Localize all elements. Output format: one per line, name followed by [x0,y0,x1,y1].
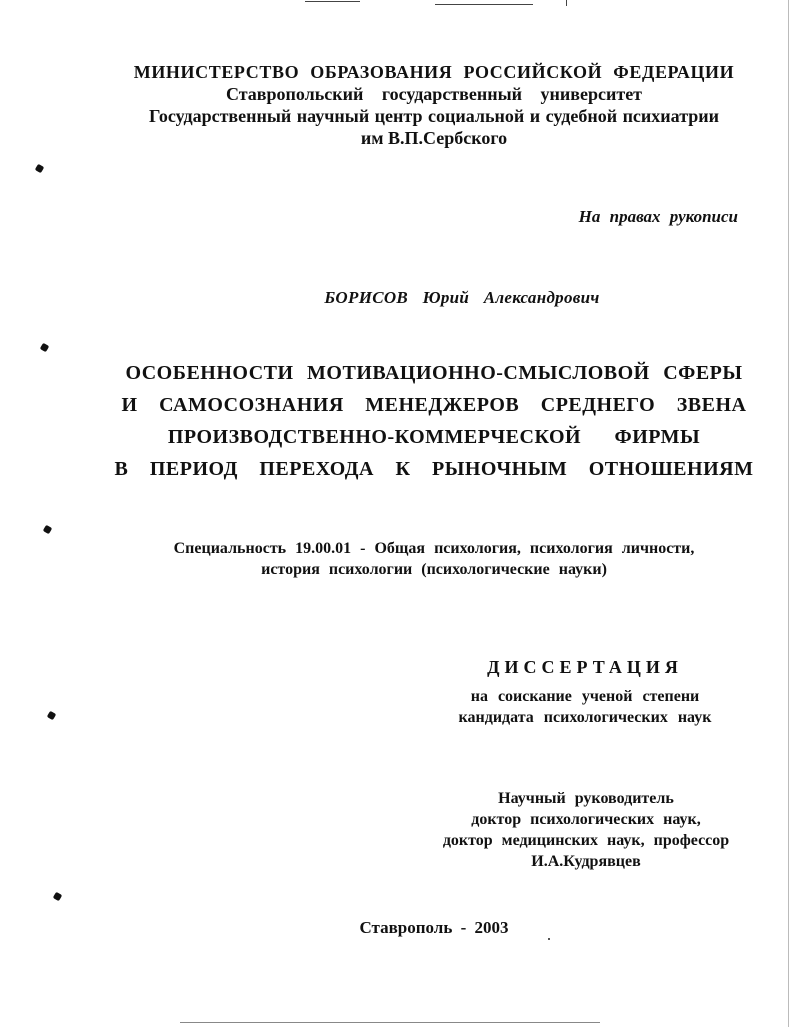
scan-edge-bottom [180,1022,600,1023]
dissertation-heading: ДИССЕРТАЦИЯ [487,657,683,677]
research-center-line: Государственный научный центр социальной и судебной психиатрии [148,106,720,126]
scan-edge-top-mark [566,0,567,6]
supervisor-name: И.А.Кудрявцев [531,853,641,870]
dissertation-title [92,357,776,485]
degree-line-2: кандидата психологических наук [458,709,712,726]
supervisor-degree-1: доктор психологических наук, [471,811,701,828]
specialty-line-2: история психологии (психологические науки) [261,561,607,578]
supervisor-block [400,788,772,872]
dissertation-block [415,657,755,728]
specialty-block [92,538,776,580]
scan-edge-top-right [435,4,533,5]
title-line-2: И САМОСОЗНАНИЯ МЕНЕДЖЕРОВ СРЕДНЕГО ЗВЕНА [121,394,747,416]
binding-hole-mark-3 [43,525,53,535]
institution-header [92,61,776,149]
title-line-3: ПРОИЗВОДСТВЕННО-КОММЕРЧЕСКОЙ ФИРМЫ [167,426,701,448]
manuscript-note: На правах рукописи [578,207,738,226]
city-year: Ставрополь - 2003 [359,918,509,937]
supervisor-role: Научный руководитель [498,790,674,807]
ministry-line: МИНИСТЕРСТВО ОБРАЗОВАНИЯ РОССИЙСКОЙ ФЕДЕРАЦИИ [133,62,735,82]
binding-hole-mark-1 [35,164,45,174]
binding-hole-mark-2 [40,343,50,353]
scan-edge-top-left [305,1,360,2]
title-line-4: В ПЕРИОД ПЕРЕХОДА К РЫНОЧНЫМ ОТНОШЕНИЯМ [114,458,754,480]
degree-line-1: на соискание ученой степени [470,688,700,705]
binding-hole-mark-5 [53,892,63,902]
title-line-1: ОСОБЕННОСТИ МОТИВАЦИОННО-СМЫСЛОВОЙ СФЕРЫ [125,362,743,384]
author-name: БОРИСОВ Юрий Александрович [324,288,600,307]
scan-edge-right [788,0,789,1027]
university-line: Ставропольский государственный университет [225,84,643,104]
research-center-name: им В.П.Сербского [360,128,508,148]
specialty-line-1: Специальность 19.00.01 - Общая психология, психология личности, [173,540,695,557]
supervisor-degree-2: доктор медицинских наук, профессор [442,832,730,849]
binding-hole-mark-4 [47,711,57,721]
scan-speck [548,938,550,940]
